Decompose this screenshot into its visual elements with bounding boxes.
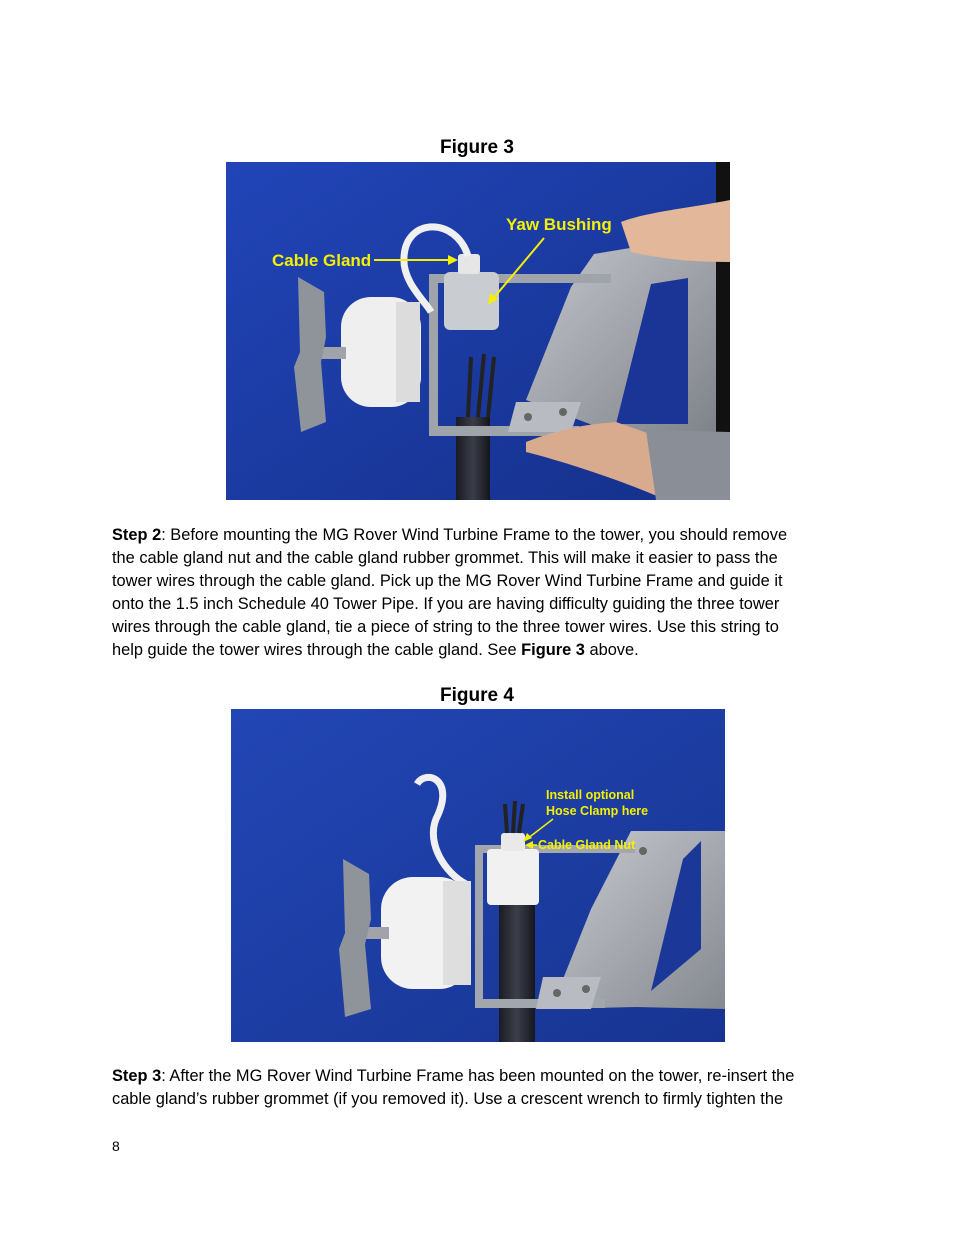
install-label-line-2: Hose Clamp here — [546, 804, 649, 818]
step-2-line-6 — [112, 639, 842, 662]
step-2-line-4: onto the 1.5 inch Schedule 40 Tower Pipe. If you are having difficulty guiding the three tower — [112, 595, 780, 613]
step-2-line-5: wires through the cable gland, tie a piece of string to the three tower wires. Use this string to — [112, 618, 779, 636]
step-2-line-1-text: : Before mounting the MG Rover Wind Turbine Frame to the tower, you should remove — [161, 526, 788, 544]
vertical-bracket — [429, 274, 438, 434]
vertical-bracket — [475, 845, 483, 1005]
vane-mount-plate — [508, 402, 581, 432]
cable-gland-nut — [501, 833, 525, 851]
figure-3-title: Figure 3 — [440, 137, 514, 158]
yaw-bushing-label: Yaw Bushing — [506, 215, 612, 234]
figure-4-title: Figure 4 — [440, 685, 514, 706]
blade-hub — [339, 859, 371, 1017]
step-2-line-1 — [112, 524, 842, 547]
figure-3-reference: Figure 3 — [521, 641, 585, 659]
install-label-line-1: Install optional — [546, 788, 635, 802]
cable-gland-label: Cable Gland — [272, 251, 372, 270]
annotation-cable-gland-nut — [525, 838, 636, 852]
step-2-paragraph — [112, 524, 842, 662]
figure-3-photo — [226, 162, 730, 500]
page-number: 8 — [112, 1138, 120, 1154]
step-2-line-6-text: help guide the tower wires through the cable gland. See — [112, 641, 522, 659]
step-3-line-1 — [112, 1065, 842, 1088]
step-2-line-2: the cable gland nut and the cable gland rubber grommet. This will make it easier to pass the — [112, 549, 778, 567]
step-3-line-1-text: : After the MG Rover Wind Turbine Frame has been mounted on the tower, re-insert the — [161, 1067, 795, 1085]
cable-gland-nut-label: Cable Gland Nut — [538, 838, 636, 852]
step-2-label: Step 2 — [112, 526, 162, 544]
yaw-bushing-housing — [487, 849, 539, 905]
step-2-line-3: tower wires through the cable gland. Pick up the MG Rover Wind Turbine Frame and guide it — [112, 572, 783, 590]
step-3-paragraph — [112, 1065, 842, 1111]
step-3-line-2: cable gland’s rubber grommet (if you removed it). Use a crescent wrench to firmly tighten the — [112, 1090, 784, 1108]
vane-mount-plate — [536, 977, 601, 1009]
step-2-line-6-end: above. — [584, 641, 639, 659]
figure-4-photo — [231, 709, 725, 1042]
step-3-label: Step 3 — [112, 1067, 162, 1085]
